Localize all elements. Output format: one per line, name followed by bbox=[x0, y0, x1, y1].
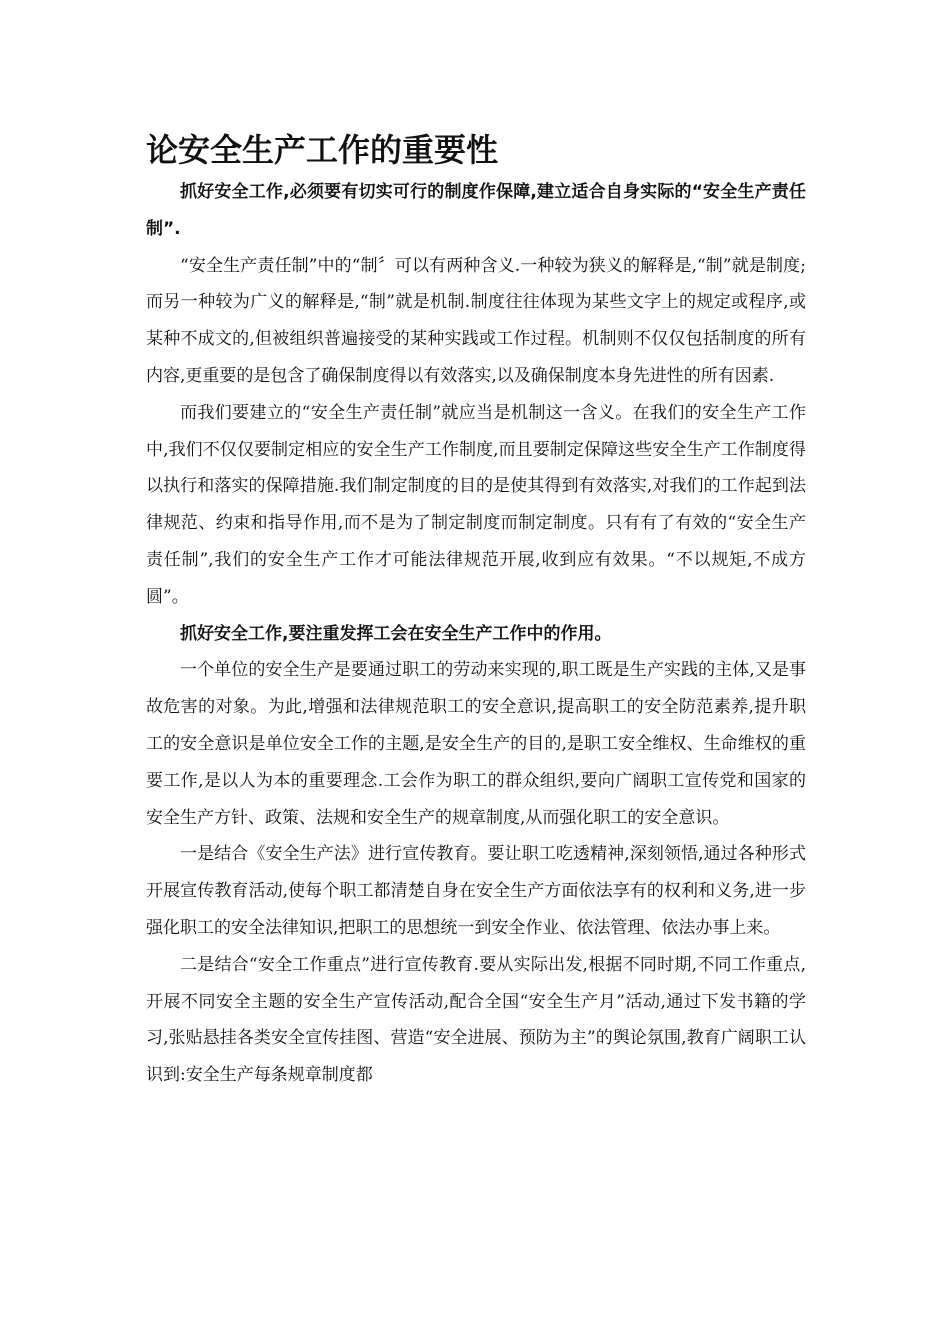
paragraph-4: 抓好安全工作,要注重发挥工会在安全生产工作中的作用。 bbox=[180, 623, 612, 644]
document-page bbox=[146, 128, 806, 1094]
paragraph-6: 一是结合《安全生产法》进行宣传教育。要让职工吃透精神,深刻领悟,通过各种形式开展宣传教育活动,使每个职工都清楚自身在安全生产方面依法享有的权利和义务,进一步强化职工的安全法律知识,把职工的思想统一到安全作业、依法管理、依法办事上来。 bbox=[146, 844, 806, 938]
document-title: 论安全生产工作的重要性 bbox=[146, 131, 499, 169]
paragraph-7: 二是结合“安全工作重点”进行宣传教育.要从实际出发,根据不同时期,不同工作重点,开展不同安全主题的安全生产宣传活动,配合全国“安全生产月”活动,通过下发书籍的学习,张贴悬挂各类安全宣传挂图、营造“安全进展、预防为主”的舆论氛围,教育广阔职工认识到:安全生产每条规章制度都 bbox=[146, 954, 806, 1086]
paragraph-5: 一个单位的安全生产是要通过职工的劳动来实现的,职工既是生产实践的主体,又是事故危害的对象。为此,增强和法律规范职工的安全意识,提高职工的安全防范素养,提升职工的安全意识是单位安全工作的主题,是安全生产的目的,是职工安全维权、生命维权的重要工作,是以人为本的重要理念.工会作为职工的群众组织,要向广阔职工宣传党和国家的安全生产方针、政策、法规和安全生产的规章制度,从而强化职工的安全意识。 bbox=[146, 660, 806, 828]
paragraph-1: 抓好安全工作,必须要有切实可行的制度作保障,建立适合自身实际的“安全生产责任制”. bbox=[146, 182, 806, 239]
paragraph-3: 而我们要建立的“安全生产责任制”就应当是机制这一含义。在我们的安全生产工作中,我们不仅仅要制定相应的安全生产工作制度,而且要制定保障这些安全生产工作制度得以执行和落实的保障措施.我们制定制度的目的是使其得到有效落实,对我们的工作起到法律规范、约束和指导作用,而不是为了制定制度而制定制度。只有有了有效的“安全生产责任制”,我们的安全生产工作才可能法律规范开展,收到应有效果。“不以规矩,不成方圆”。 bbox=[146, 402, 806, 607]
paragraph-2: “安全生产责任制”中的“制〞可以有两种含义.一种较为狭义的解释是,“制”就是制度;而另一种较为广义的解释是,“制”就是机制.制度往往体现为某些文字上的规定或程序,或某种不成文的,但被组织普遍接受的某种实践或工作过程。机制则不仅仅包括制度的所有内容,更重要的是包含了确保制度得以有效落实,以及确保制度本身先进性的所有因素. bbox=[146, 255, 806, 386]
